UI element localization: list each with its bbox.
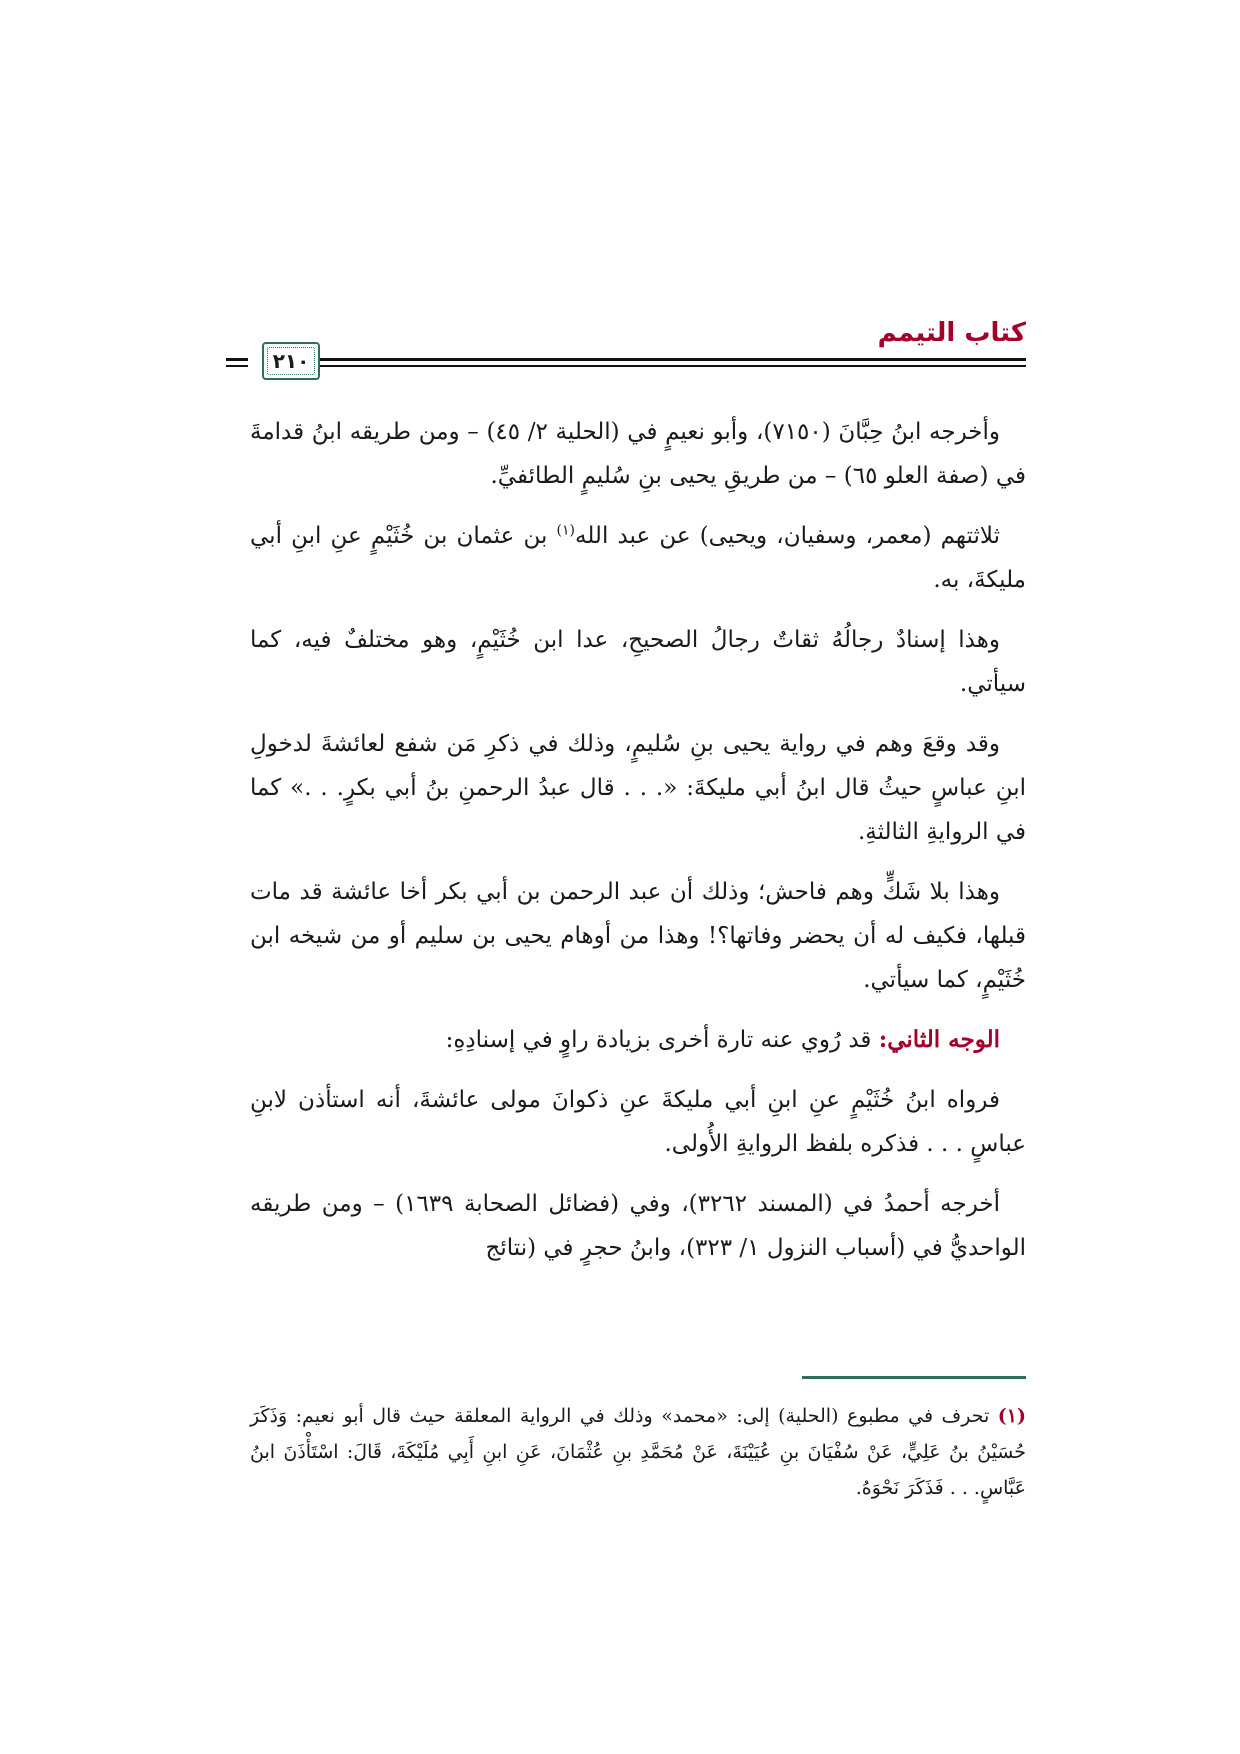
footnote-1 [250, 1398, 1026, 1506]
page-header [226, 318, 1026, 376]
footnote-text: تحرف في مطبوع (الحلية) إلى: «محمد» وذلك في الرواية المعلقة حيث قال أبو نعيم: وَذَكَرَ حُسَيْنُ بنُ عَلِيٍّ، عَنْ سُفْيَانَ بنِ عُيَيْنَةَ، عَنْ مُحَمَّدِ بنِ عُثْمَانَ، عَنِ ابنِ أَبِي مُلَيْكَةَ، قَالَ: اسْتَأْذَنَ ابنُ عَبَّاسٍ. . . فَذَكَرَ نَحْوَهُ. [250, 1405, 1026, 1499]
header-rule-left-top [226, 358, 248, 361]
section-label: الوجه الثاني: [878, 1026, 1000, 1053]
book-title: كتاب التيمم [877, 318, 1026, 348]
header-rule-bottom [268, 365, 1026, 367]
paragraph-2-after: بن عثمان بن خُثَيْمٍ عنِ ابنِ أبي مليكةَ، به. [250, 523, 1026, 593]
page-number: ٢١٠ [272, 349, 310, 373]
paragraph-5: وهذا بلا شَكٍّ وهم فاحش؛ وذلك أن عبد الرحمن بن أبي بكر أخا عائشة قد مات قبلها، فكيف له أن يحضر وفاتها؟! وهذا من أوهام يحيى بن سليم أو من شيخه ابن خُثَيْمٍ، كما سيأتي. [250, 879, 1026, 993]
header-rule-top [268, 358, 1026, 361]
paragraph-4: وقد وقعَ وهم في رواية يحيى بنِ سُليمٍ، وذلك في ذكرِ مَن شفع لعائشةَ لدخولِ ابنِ عباسٍ حيثُ قال ابنُ أبي مليكةَ: «. . . قال عبدُ الرحمنِ بنُ أبي بكرٍ. . .» كما في الروايةِ الثالثةِ. [250, 731, 1026, 845]
paragraph-6 [250, 1018, 1026, 1062]
header-rule-left-bottom [226, 365, 248, 367]
paragraph-7: فرواه ابنُ خُثَيْمٍ عنِ ابنِ أبي مليكةَ عنِ ذكوانَ مولى عائشةَ، أنه استأذن لابنِ عباسٍ . . . فذكره بلفظ الروايةِ الأُولى. [250, 1087, 1026, 1157]
footnote-reference[interactable]: (١) [556, 522, 575, 539]
paragraph-2 [250, 514, 1026, 602]
paragraph-2-before: ثلاثتهم (معمر، وسفيان، ويحيى) عن عبد الله [574, 523, 1000, 549]
page-number-frame [262, 342, 320, 380]
footnote-number: (١) [997, 1405, 1026, 1427]
footnotes [250, 1398, 1026, 1506]
paragraph-8: أخرجه أحمدُ في (المسند ٣٢٦٢)، وفي (فضائل الصحابة ١٦٣٩) – ومن طريقه الواحديُّ في (أسباب النزول ١/ ٣٢٣)، وابنُ حجرٍ في (نتائج [250, 1191, 1026, 1261]
paragraph-1: وأخرجه ابنُ حِبَّانَ (٧١٥٠)، وأبو نعيمٍ في (الحلية ٢/ ٤٥) – ومن طريقه ابنُ قدامةَ في (صفة العلو ٦٥) – من طريقِ يحيى بنِ سُليمٍ الطائفيِّ. [250, 419, 1026, 489]
footnote-divider [802, 1376, 1026, 1379]
main-text [250, 410, 1026, 1286]
paragraph-6-text: قد رُوي عنه تارة أخرى بزيادة راوٍ في إسنادِهِ: [445, 1027, 879, 1053]
paragraph-3: وهذا إسنادٌ رجالُهُ ثقاتٌ رجالُ الصحيحِ، عدا ابن خُثَيْمٍ، وهو مختلفٌ فيه، كما سيأتي. [250, 627, 1026, 697]
